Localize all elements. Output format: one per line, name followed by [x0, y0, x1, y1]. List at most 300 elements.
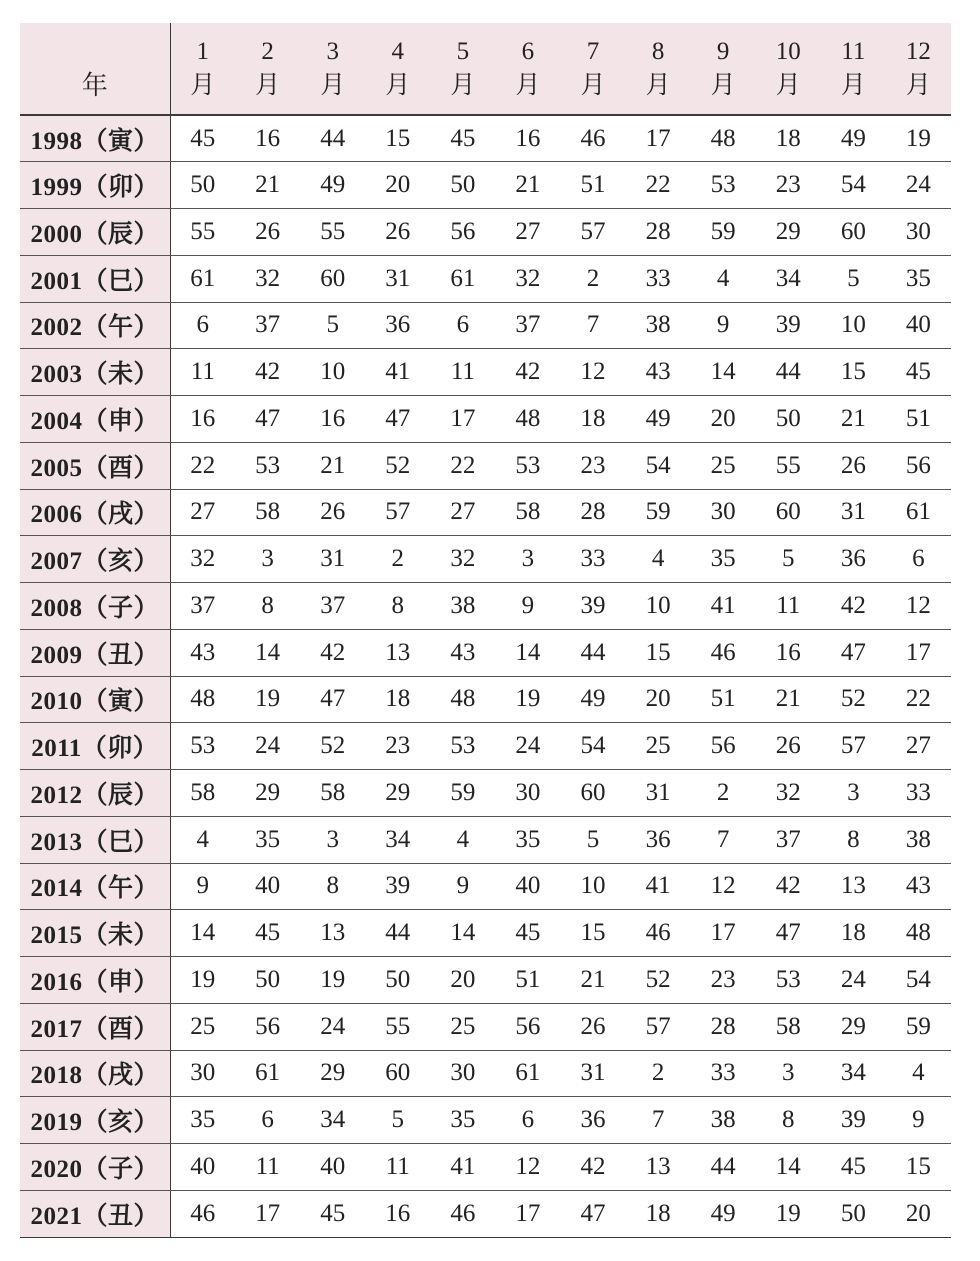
value-cell: 32 [170, 536, 235, 583]
month-header-7 [560, 23, 625, 115]
value-cell: 48 [495, 396, 560, 443]
value-cell: 50 [430, 162, 495, 209]
month-header-3 [300, 23, 365, 115]
value-cell: 44 [560, 629, 625, 676]
month-header-2 [235, 23, 300, 115]
value-cell: 50 [235, 957, 300, 1004]
value-cell: 18 [365, 676, 430, 723]
value-cell: 18 [560, 396, 625, 443]
value-cell: 2 [691, 770, 756, 817]
value-cell: 17 [430, 396, 495, 443]
month-unit: 月 [515, 71, 541, 99]
value-cell: 19 [235, 676, 300, 723]
value-cell: 57 [365, 489, 430, 536]
year-month-table [20, 23, 951, 1238]
value-cell: 49 [300, 162, 365, 209]
table-row [20, 396, 951, 443]
value-cell: 7 [626, 1097, 691, 1144]
value-cell: 42 [495, 349, 560, 396]
value-cell: 41 [626, 863, 691, 910]
value-cell: 59 [886, 1003, 951, 1050]
value-cell: 56 [691, 723, 756, 770]
table-row [20, 629, 951, 676]
value-cell: 50 [365, 957, 430, 1004]
table-row [20, 770, 951, 817]
value-cell: 38 [691, 1097, 756, 1144]
value-cell: 57 [626, 1003, 691, 1050]
month-header-10 [756, 23, 821, 115]
value-cell: 53 [235, 442, 300, 489]
month-number: 9 [716, 37, 730, 65]
value-cell: 12 [495, 1144, 560, 1191]
year-column-header: 年 [20, 23, 170, 115]
value-cell: 24 [821, 957, 886, 1004]
value-cell: 51 [560, 162, 625, 209]
value-cell: 21 [235, 162, 300, 209]
value-cell: 40 [170, 1144, 235, 1191]
value-cell: 29 [365, 770, 430, 817]
value-cell: 20 [365, 162, 430, 209]
value-cell: 47 [756, 910, 821, 957]
value-cell: 5 [560, 816, 625, 863]
value-cell: 33 [886, 770, 951, 817]
value-cell: 14 [235, 629, 300, 676]
value-cell: 45 [430, 115, 495, 162]
month-unit: 月 [905, 71, 931, 99]
month-unit: 月 [580, 71, 606, 99]
value-cell: 40 [235, 863, 300, 910]
month-header-12 [886, 23, 951, 115]
value-cell: 17 [886, 629, 951, 676]
value-cell: 16 [756, 629, 821, 676]
value-cell: 5 [821, 255, 886, 302]
value-cell: 33 [691, 1050, 756, 1097]
table-row [20, 115, 951, 162]
value-cell: 49 [626, 396, 691, 443]
value-cell: 61 [886, 489, 951, 536]
value-cell: 10 [300, 349, 365, 396]
value-cell: 9 [170, 863, 235, 910]
value-cell: 17 [495, 1190, 560, 1237]
year-label: 2020（子） [20, 1144, 170, 1191]
value-cell: 32 [495, 255, 560, 302]
year-label: 2018（戌） [20, 1050, 170, 1097]
value-cell: 53 [495, 442, 560, 489]
month-number: 4 [391, 37, 405, 65]
value-cell: 23 [756, 162, 821, 209]
value-cell: 56 [430, 209, 495, 256]
year-label: 2003（未） [20, 349, 170, 396]
value-cell: 6 [170, 302, 235, 349]
month-header-4 [365, 23, 430, 115]
value-cell: 48 [886, 910, 951, 957]
value-cell: 12 [886, 583, 951, 630]
value-cell: 22 [430, 442, 495, 489]
header-row [20, 23, 951, 115]
value-cell: 8 [821, 816, 886, 863]
value-cell: 42 [756, 863, 821, 910]
value-cell: 36 [560, 1097, 625, 1144]
value-cell: 32 [756, 770, 821, 817]
value-cell: 13 [365, 629, 430, 676]
table-row [20, 676, 951, 723]
value-cell: 31 [821, 489, 886, 536]
month-number: 3 [326, 37, 339, 65]
year-label: 2017（酉） [20, 1003, 170, 1050]
value-cell: 4 [886, 1050, 951, 1097]
table-row [20, 723, 951, 770]
value-cell: 49 [560, 676, 625, 723]
value-cell: 8 [756, 1097, 821, 1144]
value-cell: 4 [691, 255, 756, 302]
value-cell: 35 [170, 1097, 235, 1144]
value-cell: 52 [365, 442, 430, 489]
value-cell: 54 [821, 162, 886, 209]
value-cell: 37 [495, 302, 560, 349]
value-cell: 59 [626, 489, 691, 536]
value-cell: 54 [626, 442, 691, 489]
value-cell: 24 [235, 723, 300, 770]
value-cell: 39 [756, 302, 821, 349]
month-number: 11 [841, 37, 866, 65]
value-cell: 17 [626, 115, 691, 162]
value-cell: 14 [691, 349, 756, 396]
value-cell: 60 [365, 1050, 430, 1097]
value-cell: 21 [300, 442, 365, 489]
year-label: 2012（辰） [20, 770, 170, 817]
value-cell: 25 [430, 1003, 495, 1050]
value-cell: 3 [495, 536, 560, 583]
value-cell: 16 [300, 396, 365, 443]
value-cell: 10 [626, 583, 691, 630]
value-cell: 47 [821, 629, 886, 676]
value-cell: 55 [365, 1003, 430, 1050]
table-body [20, 115, 951, 1237]
value-cell: 6 [235, 1097, 300, 1144]
value-cell: 59 [430, 770, 495, 817]
value-cell: 23 [365, 723, 430, 770]
table-row [20, 957, 951, 1004]
value-cell: 10 [821, 302, 886, 349]
value-cell: 45 [886, 349, 951, 396]
value-cell: 42 [235, 349, 300, 396]
table-row [20, 536, 951, 583]
value-cell: 3 [756, 1050, 821, 1097]
value-cell: 60 [300, 255, 365, 302]
value-cell: 44 [756, 349, 821, 396]
month-header-1 [170, 23, 235, 115]
table-row [20, 302, 951, 349]
value-cell: 11 [756, 583, 821, 630]
value-cell: 47 [365, 396, 430, 443]
value-cell: 8 [365, 583, 430, 630]
value-cell: 40 [886, 302, 951, 349]
month-number: 8 [651, 37, 665, 65]
value-cell: 27 [170, 489, 235, 536]
value-cell: 21 [821, 396, 886, 443]
value-cell: 47 [235, 396, 300, 443]
month-unit: 月 [645, 71, 671, 99]
value-cell: 61 [170, 255, 235, 302]
value-cell: 58 [756, 1003, 821, 1050]
table-row [20, 1003, 951, 1050]
value-cell: 28 [626, 209, 691, 256]
value-cell: 21 [756, 676, 821, 723]
value-cell: 40 [300, 1144, 365, 1191]
value-cell: 56 [235, 1003, 300, 1050]
value-cell: 39 [365, 863, 430, 910]
value-cell: 28 [560, 489, 625, 536]
month-header-11 [821, 23, 886, 115]
value-cell: 61 [235, 1050, 300, 1097]
value-cell: 11 [235, 1144, 300, 1191]
value-cell: 39 [560, 583, 625, 630]
value-cell: 58 [495, 489, 560, 536]
value-cell: 25 [626, 723, 691, 770]
month-unit: 月 [190, 71, 216, 99]
value-cell: 13 [626, 1144, 691, 1191]
month-number: 7 [586, 37, 600, 65]
value-cell: 15 [821, 349, 886, 396]
year-label: 2002（午） [20, 302, 170, 349]
value-cell: 38 [626, 302, 691, 349]
value-cell: 60 [560, 770, 625, 817]
value-cell: 9 [886, 1097, 951, 1144]
month-number: 1 [196, 37, 210, 65]
value-cell: 20 [886, 1190, 951, 1237]
value-cell: 53 [430, 723, 495, 770]
year-label: 2021（丑） [20, 1190, 170, 1237]
value-cell: 6 [495, 1097, 560, 1144]
value-cell: 45 [300, 1190, 365, 1237]
value-cell: 29 [756, 209, 821, 256]
value-cell: 51 [691, 676, 756, 723]
table-row [20, 489, 951, 536]
value-cell: 56 [495, 1003, 560, 1050]
value-cell: 31 [300, 536, 365, 583]
value-cell: 27 [886, 723, 951, 770]
value-cell: 45 [235, 910, 300, 957]
value-cell: 34 [821, 1050, 886, 1097]
value-cell: 15 [365, 115, 430, 162]
value-cell: 34 [300, 1097, 365, 1144]
table-row [20, 1050, 951, 1097]
value-cell: 58 [235, 489, 300, 536]
value-cell: 34 [365, 816, 430, 863]
month-unit: 月 [450, 71, 476, 99]
value-cell: 26 [300, 489, 365, 536]
year-label: 2000（辰） [20, 209, 170, 256]
value-cell: 8 [235, 583, 300, 630]
value-cell: 54 [560, 723, 625, 770]
value-cell: 3 [235, 536, 300, 583]
value-cell: 26 [235, 209, 300, 256]
month-number: 2 [261, 37, 274, 65]
value-cell: 20 [430, 957, 495, 1004]
value-cell: 58 [170, 770, 235, 817]
value-cell: 53 [691, 162, 756, 209]
value-cell: 30 [886, 209, 951, 256]
table-row [20, 209, 951, 256]
value-cell: 44 [365, 910, 430, 957]
value-cell: 57 [821, 723, 886, 770]
value-cell: 3 [821, 770, 886, 817]
value-cell: 34 [756, 255, 821, 302]
month-header-9 [691, 23, 756, 115]
value-cell: 37 [300, 583, 365, 630]
value-cell: 13 [821, 863, 886, 910]
month-unit: 月 [710, 71, 736, 99]
value-cell: 30 [495, 770, 560, 817]
value-cell: 16 [365, 1190, 430, 1237]
value-cell: 46 [430, 1190, 495, 1237]
value-cell: 35 [235, 816, 300, 863]
value-cell: 14 [170, 910, 235, 957]
value-cell: 33 [626, 255, 691, 302]
table-row [20, 255, 951, 302]
value-cell: 5 [756, 536, 821, 583]
value-cell: 14 [495, 629, 560, 676]
value-cell: 6 [886, 536, 951, 583]
value-cell: 60 [756, 489, 821, 536]
value-cell: 40 [495, 863, 560, 910]
year-label: 2016（申） [20, 957, 170, 1004]
value-cell: 5 [300, 302, 365, 349]
value-cell: 46 [560, 115, 625, 162]
year-label: 2006（戌） [20, 489, 170, 536]
value-cell: 19 [170, 957, 235, 1004]
value-cell: 41 [430, 1144, 495, 1191]
table-row [20, 1190, 951, 1237]
value-cell: 9 [691, 302, 756, 349]
month-number: 10 [775, 37, 801, 65]
table-row [20, 1144, 951, 1191]
year-label: 2014（午） [20, 863, 170, 910]
value-cell: 15 [626, 629, 691, 676]
value-cell: 36 [626, 816, 691, 863]
value-cell: 32 [235, 255, 300, 302]
value-cell: 12 [560, 349, 625, 396]
value-cell: 7 [691, 816, 756, 863]
month-header-5 [430, 23, 495, 115]
value-cell: 51 [495, 957, 560, 1004]
value-cell: 18 [756, 115, 821, 162]
value-cell: 31 [560, 1050, 625, 1097]
value-cell: 25 [170, 1003, 235, 1050]
value-cell: 17 [691, 910, 756, 957]
value-cell: 23 [691, 957, 756, 1004]
year-label: 2005（酉） [20, 442, 170, 489]
value-cell: 29 [235, 770, 300, 817]
value-cell: 48 [430, 676, 495, 723]
year-label: 2008（子） [20, 583, 170, 630]
value-cell: 4 [170, 816, 235, 863]
value-cell: 53 [756, 957, 821, 1004]
value-cell: 37 [756, 816, 821, 863]
value-cell: 12 [691, 863, 756, 910]
value-cell: 16 [170, 396, 235, 443]
month-unit: 月 [775, 71, 801, 99]
month-header-6 [495, 23, 560, 115]
table-row [20, 863, 951, 910]
value-cell: 16 [495, 115, 560, 162]
value-cell: 18 [626, 1190, 691, 1237]
value-cell: 14 [756, 1144, 821, 1191]
month-unit: 月 [385, 71, 411, 99]
value-cell: 46 [691, 629, 756, 676]
value-cell: 46 [170, 1190, 235, 1237]
value-cell: 55 [300, 209, 365, 256]
value-cell: 26 [821, 442, 886, 489]
value-cell: 30 [170, 1050, 235, 1097]
value-cell: 20 [691, 396, 756, 443]
value-cell: 61 [430, 255, 495, 302]
value-cell: 30 [691, 489, 756, 536]
value-cell: 10 [560, 863, 625, 910]
value-cell: 43 [886, 863, 951, 910]
value-cell: 39 [821, 1097, 886, 1144]
value-cell: 29 [821, 1003, 886, 1050]
value-cell: 35 [495, 816, 560, 863]
value-cell: 3 [300, 816, 365, 863]
value-cell: 45 [170, 115, 235, 162]
value-cell: 48 [170, 676, 235, 723]
value-cell: 2 [365, 536, 430, 583]
table-row [20, 349, 951, 396]
value-cell: 28 [691, 1003, 756, 1050]
value-cell: 56 [886, 442, 951, 489]
value-cell: 52 [626, 957, 691, 1004]
table-row [20, 1097, 951, 1144]
value-cell: 24 [495, 723, 560, 770]
value-cell: 52 [300, 723, 365, 770]
value-cell: 19 [300, 957, 365, 1004]
value-cell: 27 [495, 209, 560, 256]
value-cell: 59 [691, 209, 756, 256]
value-cell: 36 [365, 302, 430, 349]
value-cell: 29 [300, 1050, 365, 1097]
value-cell: 50 [170, 162, 235, 209]
value-cell: 26 [365, 209, 430, 256]
value-cell: 17 [235, 1190, 300, 1237]
value-cell: 7 [560, 302, 625, 349]
value-cell: 45 [821, 1144, 886, 1191]
value-cell: 58 [300, 770, 365, 817]
value-cell: 20 [626, 676, 691, 723]
value-cell: 43 [430, 629, 495, 676]
value-cell: 57 [560, 209, 625, 256]
value-cell: 55 [756, 442, 821, 489]
value-cell: 25 [691, 442, 756, 489]
value-cell: 48 [691, 115, 756, 162]
value-cell: 50 [756, 396, 821, 443]
table-row [20, 583, 951, 630]
value-cell: 42 [300, 629, 365, 676]
value-cell: 22 [886, 676, 951, 723]
value-cell: 45 [495, 910, 560, 957]
value-cell: 15 [560, 910, 625, 957]
table-row [20, 442, 951, 489]
value-cell: 35 [430, 1097, 495, 1144]
value-cell: 21 [560, 957, 625, 1004]
value-cell: 19 [495, 676, 560, 723]
value-cell: 42 [560, 1144, 625, 1191]
value-cell: 31 [626, 770, 691, 817]
year-label: 2019（亥） [20, 1097, 170, 1144]
year-label: 1999（卯） [20, 162, 170, 209]
value-cell: 43 [626, 349, 691, 396]
value-cell: 35 [691, 536, 756, 583]
